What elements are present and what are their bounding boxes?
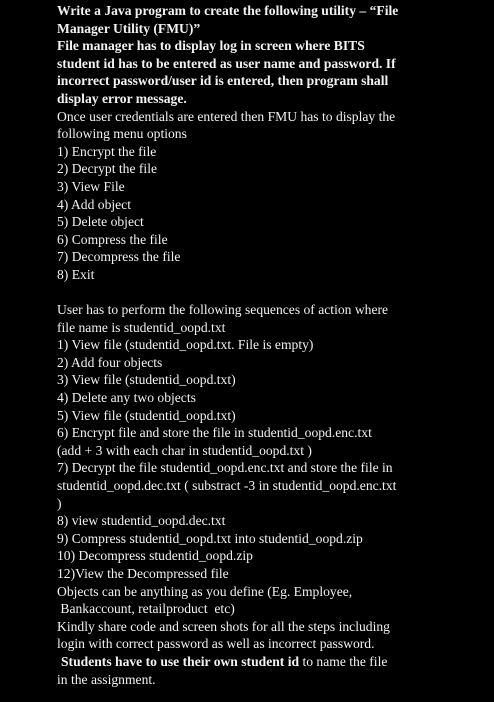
- menu-option: 3) View File: [57, 178, 125, 194]
- menu-intro-line-1: Once user credentials are entered then FMU has to display the: [57, 108, 396, 124]
- menu-intro-line-2: following menu options: [57, 126, 187, 142]
- sequence-step: ): [57, 495, 62, 511]
- intro-line-1: File manager has to display log in screen where BITS: [57, 38, 365, 54]
- title-line-2: Manager Utility (FMU)”: [57, 20, 201, 36]
- document-page: [0, 2, 494, 702]
- paragraph-gap: [57, 284, 494, 302]
- sequence-intro-line-1: User has to perform the following sequences of action where: [57, 302, 389, 318]
- menu-option: 1) Encrypt the file: [57, 143, 157, 159]
- sequence-step: (add + 3 with each char in studentid_oopd.txt ): [57, 442, 312, 458]
- share-line-1: Kindly share code and screen shots for all the steps including: [57, 618, 390, 634]
- intro-line-2: student id has to be entered as user name and password. If: [57, 55, 396, 71]
- sequence-step: 9) Compress studentid_oopd.txt into studentid_oopd.zip: [57, 530, 363, 546]
- sequence-step: studentid_oopd.dec.txt ( substract -3 in studentid_oopd.enc.txt: [57, 478, 397, 494]
- final-note-normal: to name the file: [299, 653, 388, 669]
- menu-option: 8) Exit: [57, 266, 95, 282]
- sequence-step: 7) Decrypt the file studentid_oopd.enc.txt and store the file in: [57, 460, 393, 476]
- sequence-intro-line-2: file name is studentid_oopd.txt: [57, 319, 226, 335]
- sequence-step: 5) View file (studentid_oopd.txt): [57, 407, 236, 423]
- final-note-line-2: in the assignment.: [57, 671, 156, 687]
- sequence-step: 3) View file (studentid_oopd.txt): [57, 372, 236, 388]
- final-note-bold: Students have to use their own student id: [61, 653, 300, 669]
- sequence-step: 4) Delete any two objects: [57, 390, 196, 406]
- menu-option: 7) Decompress the file: [57, 249, 181, 265]
- menu-option: 6) Compress the file: [57, 231, 168, 247]
- final-note-line-1: [57, 653, 494, 671]
- sequence-step: 12)View the Decompressed file: [57, 566, 229, 581]
- sequence-step: 1) View file (studentid_oopd.txt. File is empty): [57, 337, 314, 353]
- menu-option: 5) Delete object: [57, 214, 144, 230]
- menu-option: 4) Add object: [57, 196, 131, 212]
- menu-option: 2) Decrypt the file: [57, 161, 158, 177]
- sequence-step: 8) view studentid_oopd.dec.txt: [57, 513, 226, 529]
- sequence-step: 10) Decompress studentid_oopd.zip: [57, 548, 253, 564]
- objects-line-2: Bankaccount, retailproduct etc): [57, 601, 235, 617]
- intro-line-4: display error message.: [57, 90, 187, 106]
- objects-line-1: Objects can be anything as you define (Eg. Employee,: [57, 583, 353, 599]
- sequence-step: 6) Encrypt file and store the file in studentid_oopd.enc.txt: [57, 425, 372, 441]
- intro-line-3: incorrect password/user id is entered, then program shall: [57, 73, 389, 89]
- title-line-1: Write a Java program to create the following utility – “File: [57, 3, 399, 18]
- share-line-2: login with correct password as well as incorrect password.: [57, 636, 375, 652]
- sequence-step: 2) Add four objects: [57, 354, 163, 370]
